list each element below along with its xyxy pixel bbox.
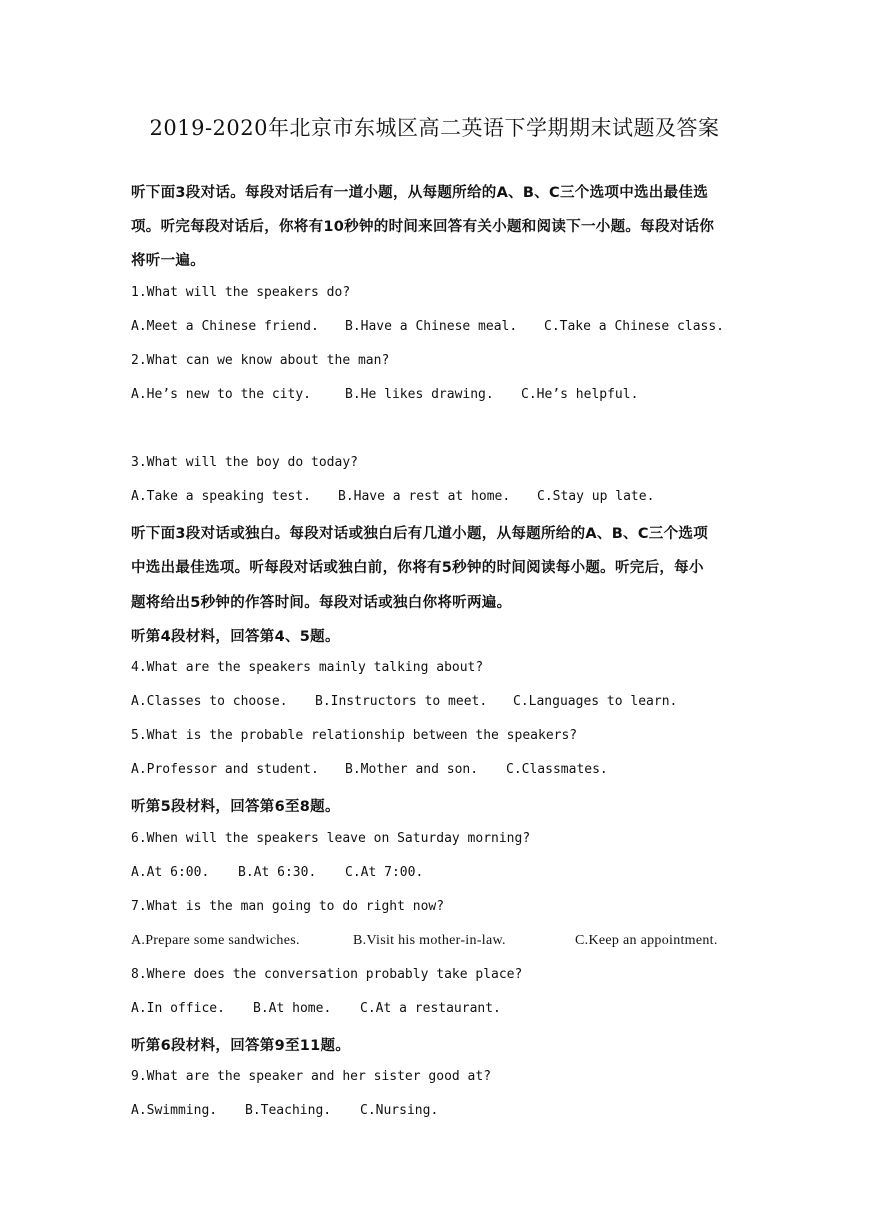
q5-option-c: C.Classmates. (506, 762, 608, 777)
q2-option-a: A.He’s new to the city. (131, 387, 312, 402)
q4-option-c: C.Languages to learn. (513, 694, 678, 709)
section1-instruction-line-2: 项。听完每段对话后，你将有10秒钟的时间来回答有关小题和阅读下一小题。每段对话你 (131, 219, 715, 235)
q7-option-b: B.Visit his mother-in-law. (353, 933, 506, 948)
question-2: 2.What can we know about the man? (131, 353, 390, 368)
material-5-heading: 听第5段材料，回答第6至8题。 (131, 799, 340, 815)
section1-instruction-line-3: 将听一遍。 (131, 253, 205, 269)
q1-option-c: C.Take a Chinese class. (544, 319, 725, 334)
q1-option-b: B.Have a Chinese meal. (345, 319, 518, 334)
q6-option-a: A.At 6:00. (131, 865, 210, 880)
q6-option-c: C.At 7:00. (345, 865, 424, 880)
q9-option-c: C.Nursing. (360, 1103, 439, 1118)
section2-instruction-line-2: 中选出最佳选项。听每段对话或独白前，你将有5秒钟的时间阅读每小题。听完后，每小 (131, 560, 704, 576)
q5-option-b: B.Mother and son. (345, 762, 479, 777)
q7-option-c: C.Keep an appointment. (575, 933, 718, 948)
q3-option-c: C.Stay up late. (537, 489, 655, 504)
question-7: 7.What is the man going to do right now? (131, 899, 445, 914)
q1-option-a: A.Meet a Chinese friend. (131, 319, 319, 334)
q9-option-a: A.Swimming. (131, 1103, 218, 1118)
q3-option-b: B.Have a rest at home. (338, 489, 511, 504)
q8-option-b: B.At home. (253, 1001, 332, 1016)
q6-option-b: B.At 6:30. (238, 865, 317, 880)
section1-instruction-line-1: 听下面3段对话。每段对话后有一道小题，从每题所给的A、B、C三个选项中选出最佳选 (131, 185, 709, 201)
q7-option-a: A.Prepare some sandwiches. (131, 933, 300, 948)
q8-option-a: A.In office. (131, 1001, 225, 1016)
q8-option-c: C.At a restaurant. (360, 1001, 501, 1016)
material-6-heading: 听第6段材料，回答第9至11题。 (131, 1038, 351, 1054)
q5-option-a: A.Professor and student. (131, 762, 319, 777)
q4-option-b: B.Instructors to meet. (315, 694, 488, 709)
q4-option-a: A.Classes to choose. (131, 694, 288, 709)
q2-option-c: C.He’s helpful. (521, 387, 639, 402)
question-3: 3.What will the boy do today? (131, 455, 358, 470)
section2-instruction-line-1: 听下面3段对话或独白。每段对话或独白后有几道小题，从每题所给的A、B、C三个选项 (131, 526, 709, 542)
q3-option-a: A.Take a speaking test. (131, 489, 312, 504)
question-6: 6.When will the speakers leave on Saturday morning? (131, 831, 531, 846)
question-4: 4.What are the speakers mainly talking about? (131, 660, 484, 675)
page-title: 2019-2020年北京市东城区高二英语下学期期末试题及答案 (149, 116, 720, 140)
material-4-heading: 听第4段材料，回答第4、5题。 (131, 629, 340, 645)
q2-option-b: B.He likes drawing. (345, 387, 494, 402)
question-5: 5.What is the probable relationship between the speakers? (131, 728, 578, 743)
section2-instruction-line-3: 题将给出5秒钟的作答时间。每段对话或独白你将听两遍。 (131, 595, 512, 611)
q9-option-b: B.Teaching. (245, 1103, 332, 1118)
question-8: 8.Where does the conversation probably take place? (131, 967, 523, 982)
question-9: 9.What are the speaker and her sister good at? (131, 1069, 492, 1084)
question-1: 1.What will the speakers do? (131, 285, 351, 300)
